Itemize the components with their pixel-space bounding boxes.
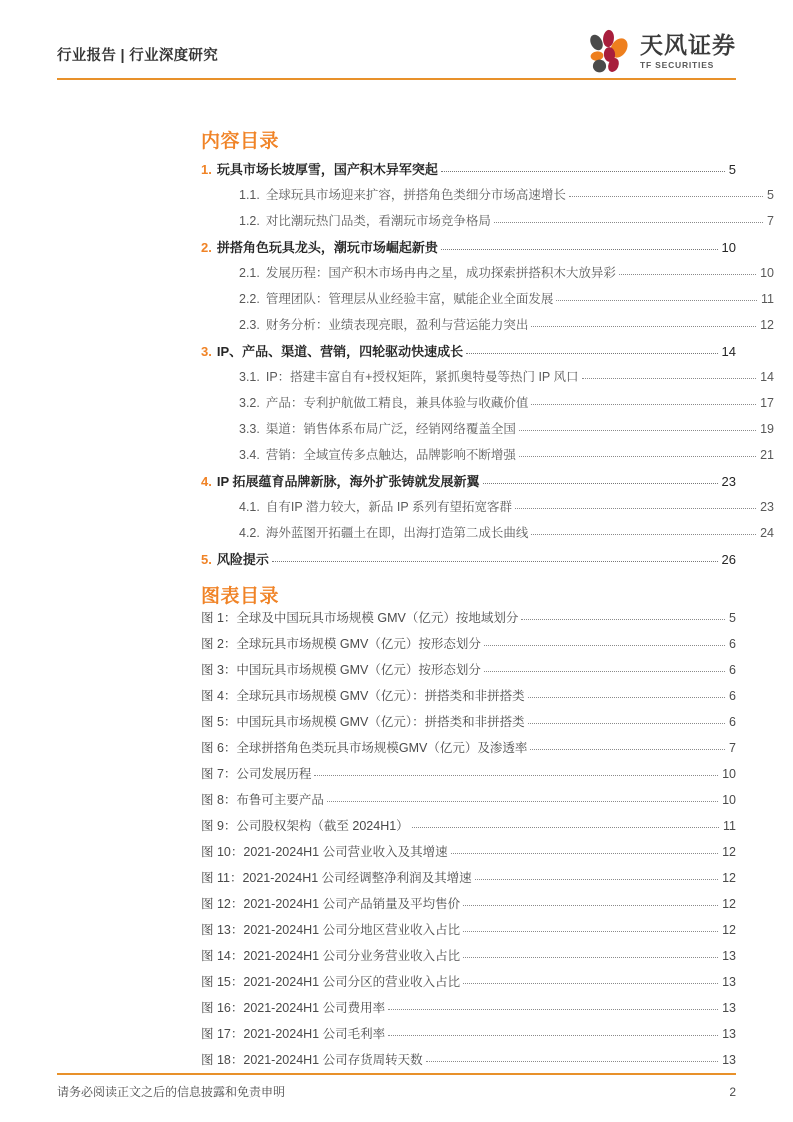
dot-leader	[582, 378, 757, 379]
logo-name-en: TF SECURITIES	[640, 60, 715, 71]
dot-leader	[272, 561, 718, 562]
dot-leader	[426, 1061, 718, 1062]
entry-page-number: 5	[767, 188, 774, 202]
entry-page-number: 24	[760, 526, 774, 540]
entry-label: 图 1：全球及中国玩具市场规模 GMV（亿元）按地域划分	[201, 611, 519, 625]
toc-entry-1[interactable]	[201, 159, 736, 185]
entry-label: 图 17：2021-2024H1 公司毛利率	[201, 1027, 386, 1041]
entry-label: 图 9：公司股权架构（截至 2024H1）	[201, 819, 409, 833]
page-number: 2	[729, 1085, 736, 1099]
page-header	[57, 28, 736, 80]
entry-number: 1.2.	[239, 214, 260, 228]
entry-number: 3.3.	[239, 422, 260, 436]
entry-page-number: 12	[722, 923, 736, 937]
table-of-contents-list	[201, 159, 774, 575]
dot-leader	[515, 508, 756, 509]
entry-label: 图 16：2021-2024H1 公司费用率	[201, 1001, 386, 1015]
toc-entry-5[interactable]	[201, 263, 774, 289]
entry-page-number: 5	[729, 611, 736, 625]
entry-label: 营销：全域宣传多点触达，品牌影响不断增强	[265, 448, 516, 462]
figure-entry-9[interactable]	[201, 816, 736, 842]
entry-page-number: 12	[722, 897, 736, 911]
company-logo	[582, 28, 736, 76]
contents-heading: 内容目录	[201, 131, 280, 152]
entry-page-number: 23	[760, 500, 774, 514]
toc-entry-15[interactable]	[201, 523, 774, 549]
entry-label: 财务分析：业绩表现亮眼，盈利与营运能力突出	[265, 318, 529, 332]
dot-leader	[556, 300, 757, 301]
entry-page-number: 6	[729, 689, 736, 703]
toc-entry-8[interactable]	[201, 341, 736, 367]
entry-label: 图 4：全球玩具市场规模 GMV（亿元）：拼搭类和非拼搭类	[201, 689, 525, 703]
entry-label: 图 18：2021-2024H1 公司存货周转天数	[201, 1053, 423, 1067]
entry-page-number: 5	[728, 162, 736, 177]
dot-leader	[530, 749, 725, 750]
entry-page-number: 13	[722, 949, 736, 963]
figure-index-list	[201, 608, 736, 1076]
dot-leader	[463, 957, 718, 958]
entry-label: 图 8：布鲁可主要产品	[201, 793, 324, 807]
entry-number: 4.1.	[239, 500, 260, 514]
figure-entry-4[interactable]	[201, 686, 736, 712]
dot-leader	[314, 775, 718, 776]
dot-leader	[528, 723, 725, 724]
toc-entry-4[interactable]	[201, 237, 736, 263]
entry-label: 图 5：中国玩具市场规模 GMV（亿元）：拼搭类和非拼搭类	[201, 715, 525, 729]
entry-page-number: 10	[722, 767, 736, 781]
dot-leader	[519, 430, 756, 431]
entry-page-number: 13	[722, 1001, 736, 1015]
figure-entry-6[interactable]	[201, 738, 736, 764]
entry-page-number: 6	[729, 715, 736, 729]
dot-leader	[531, 404, 756, 405]
entry-label: 图 2：全球玩具市场规模 GMV（亿元）按形态划分	[201, 637, 481, 651]
toc-entry-3[interactable]	[201, 211, 774, 237]
entry-label: 管理团队：管理层从业经验丰富，赋能企业全面发展	[265, 292, 554, 306]
figure-entry-8[interactable]	[201, 790, 736, 816]
entry-number: 2.3.	[239, 318, 260, 332]
toc-entry-14[interactable]	[201, 497, 774, 523]
entry-page-number: 10	[760, 266, 774, 280]
entry-label: 图 10：2021-2024H1 公司营业收入及其增速	[201, 845, 448, 859]
dot-leader	[463, 905, 718, 906]
entry-page-number: 19	[760, 422, 774, 436]
figure-entry-12[interactable]	[201, 894, 736, 920]
entry-label: 自有IP 潜力较大，新品 IP 系列有望拓宽客群	[265, 500, 512, 514]
entry-label: 渠道：销售体系布局广泛，经销网络覆盖全国	[265, 422, 516, 436]
toc-entry-10[interactable]	[201, 393, 774, 419]
figure-entry-14[interactable]	[201, 946, 736, 972]
dot-leader	[569, 196, 763, 197]
dot-leader	[475, 879, 718, 880]
entry-number: 2.2.	[239, 292, 260, 306]
entry-page-number: 10	[722, 793, 736, 807]
entry-label: IP 拓展蕴育品牌新脉，海外扩张铸就发展新翼	[216, 474, 480, 489]
toc-entry-11[interactable]	[201, 419, 774, 445]
entry-number: 2.	[201, 240, 212, 255]
dot-leader	[327, 801, 718, 802]
entry-page-number: 14	[721, 344, 736, 359]
dot-leader	[531, 534, 756, 535]
dot-leader	[388, 1009, 718, 1010]
entry-page-number: 12	[722, 871, 736, 885]
entry-label: 图 3：中国玩具市场规模 GMV（亿元）按形态划分	[201, 663, 481, 677]
entry-page-number: 7	[767, 214, 774, 228]
figure-entry-3[interactable]	[201, 660, 736, 686]
entry-page-number: 7	[729, 741, 736, 755]
entry-page-number: 11	[761, 292, 774, 306]
disclaimer-note: 请务必阅读正文之后的信息披露和免责申明	[57, 1085, 286, 1099]
entry-label: 图 14：2021-2024H1 公司分业务营业收入占比	[201, 949, 461, 963]
figures-heading: 图表目录	[201, 586, 280, 607]
entry-label: 产品：专利护航做工精良，兼具体验与收藏价值	[265, 396, 529, 410]
dot-leader	[484, 645, 725, 646]
entry-page-number: 13	[722, 1053, 736, 1067]
entry-number: 1.	[201, 162, 212, 177]
entry-page-number: 12	[722, 845, 736, 859]
entry-label: 图 12：2021-2024H1 公司产品销量及平均售价	[201, 897, 461, 911]
entry-page-number: 11	[723, 819, 736, 833]
dot-leader	[441, 171, 725, 172]
entry-page-number: 12	[760, 318, 774, 332]
entry-number: 2.1.	[239, 266, 260, 280]
toc-entry-12[interactable]	[201, 445, 774, 471]
entry-page-number: 6	[729, 637, 736, 651]
dot-leader	[531, 326, 756, 327]
entry-page-number: 21	[760, 448, 774, 462]
entry-number: 4.	[201, 474, 212, 489]
entry-page-number: 6	[729, 663, 736, 677]
entry-page-number: 17	[760, 396, 774, 410]
dot-leader	[519, 456, 756, 457]
entry-label: 图 13：2021-2024H1 公司分地区营业收入占比	[201, 923, 461, 937]
dot-leader	[412, 827, 719, 828]
toc-entry-16[interactable]	[201, 549, 736, 575]
figure-entry-17[interactable]	[201, 1024, 736, 1050]
entry-label: 全球玩具市场迎来扩容，拼搭角色类细分市场高速增长	[265, 188, 566, 202]
entry-label: 图 6：全球拼搭角色类玩具市场规模GMV（亿元）及渗透率	[201, 741, 528, 755]
figure-entry-13[interactable]	[201, 920, 736, 946]
entry-number: 3.2.	[239, 396, 260, 410]
tf-flower-logo-icon	[582, 29, 632, 75]
dot-leader	[451, 853, 718, 854]
entry-number: 3.1.	[239, 370, 260, 384]
entry-page-number: 10	[721, 240, 736, 255]
figure-entry-7[interactable]	[201, 764, 736, 790]
dot-leader	[521, 619, 725, 620]
entry-label: 对比潮玩热门品类，看潮玩市场竞争格局	[265, 214, 491, 228]
figure-entry-11[interactable]	[201, 868, 736, 894]
dot-leader	[388, 1035, 718, 1036]
dot-leader	[441, 249, 718, 250]
figure-entry-15[interactable]	[201, 972, 736, 998]
dot-leader	[619, 274, 756, 275]
entry-label: 发展历程：国产积木市场冉冉之星，成功探索拼搭积木大放异彩	[265, 266, 616, 280]
entry-label: 风险提示	[216, 552, 269, 567]
entry-number: 4.2.	[239, 526, 260, 540]
figure-entry-5[interactable]	[201, 712, 736, 738]
dot-leader	[484, 671, 725, 672]
entry-label: 图 11：2021-2024H1 公司经调整净利润及其增速	[201, 871, 472, 885]
figure-entry-1[interactable]	[201, 608, 736, 634]
toc-entry-9[interactable]	[201, 367, 774, 393]
entry-number: 1.1.	[239, 188, 260, 202]
toc-entry-2[interactable]	[201, 185, 774, 211]
footer-divider	[57, 1073, 736, 1075]
page-footer	[57, 1073, 736, 1100]
report-category-title: 行业报告 | 行业深度研究	[57, 48, 219, 64]
entry-label: IP、产品、渠道、营销，四轮驱动快速成长	[216, 344, 464, 359]
entry-page-number: 14	[760, 370, 774, 384]
dot-leader	[466, 353, 717, 354]
entry-label: 玩具市场长坡厚雪，国产积木异军突起	[216, 162, 438, 177]
toc-entry-6[interactable]	[201, 289, 774, 315]
entry-number: 5.	[201, 552, 212, 567]
dot-leader	[463, 983, 718, 984]
entry-number: 3.	[201, 344, 212, 359]
dot-leader	[463, 931, 718, 932]
logo-wordmark	[640, 34, 736, 70]
entry-label: 图 15：2021-2024H1 公司分区的营业收入占比	[201, 975, 461, 989]
entry-page-number: 13	[722, 1027, 736, 1041]
logo-name-cn: 天风证券	[640, 32, 736, 59]
figure-entry-16[interactable]	[201, 998, 736, 1024]
entry-label: 拼搭角色玩具龙头，潮玩市场崛起新贵	[216, 240, 438, 255]
dot-leader	[494, 222, 763, 223]
toc-entry-13[interactable]	[201, 471, 736, 497]
entry-label: 海外蓝图开拓疆土在即，出海打造第二成长曲线	[265, 526, 529, 540]
entry-page-number: 26	[721, 552, 736, 567]
entry-number: 3.4.	[239, 448, 260, 462]
figure-entry-2[interactable]	[201, 634, 736, 660]
entry-label: 图 7：公司发展历程	[201, 767, 312, 781]
entry-label: IP：搭建丰富自有+授权矩阵，紧抓奥特曼等热门 IP 风口	[265, 370, 579, 384]
figure-entry-10[interactable]	[201, 842, 736, 868]
entry-page-number: 13	[722, 975, 736, 989]
entry-page-number: 23	[721, 474, 736, 489]
header-divider	[57, 78, 736, 80]
dot-leader	[483, 483, 718, 484]
toc-entry-7[interactable]	[201, 315, 774, 341]
dot-leader	[528, 697, 725, 698]
